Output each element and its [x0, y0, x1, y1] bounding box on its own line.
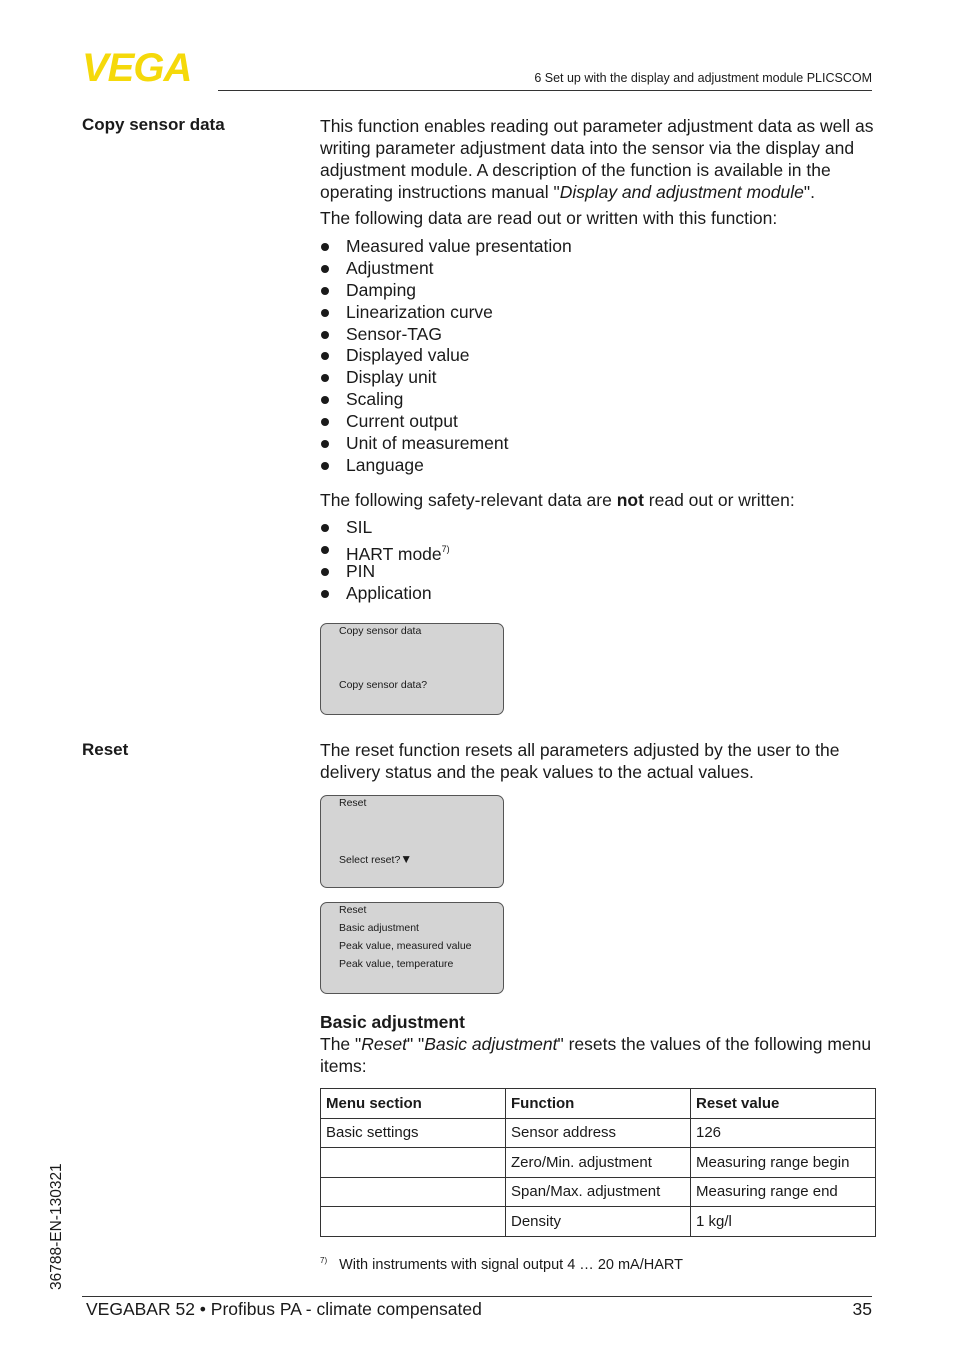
list-item: Current output — [320, 411, 572, 433]
copy-sensor-intro: This function enables reading out parameter adjustment data as well as writing parameter adjustment data into the sensor via the display and adjustment module. A description of the function is available in the operating instructions manual "Display and adjustment module". — [320, 116, 874, 202]
footnote-mark: 7) — [320, 1256, 328, 1265]
table-row — [321, 1177, 876, 1207]
footer-product-title: VEGABAR 52 • Profibus PA - climate compensated — [86, 1299, 482, 1319]
list-item: Display unit — [320, 367, 572, 389]
table-row — [321, 1207, 876, 1237]
page-number: 35 — [852, 1299, 872, 1319]
list-item: Application — [320, 583, 450, 605]
reset-values-table — [320, 1088, 876, 1237]
down-arrow-icon: ▼ — [400, 852, 413, 866]
footnote: $^{7)}$ With instruments with signal output 4 … 20 mA/HART — [320, 1256, 683, 1273]
list-item: Measured value presentation — [320, 236, 572, 258]
safety-list — [320, 517, 450, 605]
table-cell — [321, 1207, 506, 1237]
table-cell: Basic settings — [321, 1118, 506, 1148]
reset-label: Reset — [82, 740, 129, 759]
list-item: Sensor-TAG — [320, 324, 572, 346]
header-section-title: 6 Set up with the display and adjustment module PLICSCOM — [534, 71, 872, 85]
list-item: HART mode$^{7)}$ — [320, 539, 450, 561]
document-code: 36788-EN-130321 — [48, 1163, 65, 1290]
table-row — [321, 1118, 876, 1148]
copy-sensor-display — [320, 623, 504, 715]
list-item: PIN — [320, 561, 450, 583]
vega-logo — [82, 50, 212, 84]
display-option: Peak value, temperature — [339, 958, 454, 970]
basic-adjustment-text: The "Reset" "Basic adjustment" resets the values of the following menu items: — [320, 1034, 872, 1076]
table-row — [321, 1148, 876, 1178]
table-header-row — [321, 1089, 876, 1119]
table-cell — [321, 1177, 506, 1207]
display-title: Copy sensor data — [339, 625, 422, 637]
copy-sensor-label: Copy sensor data — [82, 115, 225, 134]
table-cell: Span/Max. adjustment — [506, 1177, 691, 1207]
reset-text: The reset function resets all parameters adjusted by the user to the delivery status and the peak values to the actual values. — [320, 740, 840, 782]
list-item: Adjustment — [320, 258, 572, 280]
list-item: SIL — [320, 517, 450, 539]
table-cell: Measuring range end — [691, 1177, 876, 1207]
reset-options-display — [320, 902, 504, 994]
table-cell: Measuring range begin — [691, 1148, 876, 1178]
reset-select-display — [320, 795, 504, 888]
list-item: Scaling — [320, 389, 572, 411]
column-header: Menu section — [321, 1089, 506, 1119]
table-cell — [321, 1148, 506, 1178]
logo-text: VEGA — [82, 50, 192, 84]
list-item: Language — [320, 455, 572, 477]
list-item: Linearization curve — [320, 302, 572, 324]
display-prompt: Select reset?▼ — [339, 852, 413, 866]
table-cell: 126 — [691, 1118, 876, 1148]
column-header: Function — [506, 1089, 691, 1119]
display-prompt: Copy sensor data? — [339, 679, 428, 691]
copy-sensor-list-intro: The following data are read out or written with this function: — [320, 208, 778, 228]
safety-intro: The following safety-relevant data are not read out or written: — [320, 490, 795, 510]
list-item: Unit of measurement — [320, 433, 572, 455]
list-item: Displayed value — [320, 345, 572, 367]
table-cell: Zero/Min. adjustment — [506, 1148, 691, 1178]
display-title: Reset — [339, 797, 367, 809]
table-cell: 1 kg/l — [691, 1207, 876, 1237]
display-option: Basic adjustment — [339, 922, 419, 934]
column-header: Reset value — [691, 1089, 876, 1119]
header-divider — [218, 90, 872, 91]
footnote-ref: 7) — [441, 543, 450, 554]
basic-adjustment-heading: Basic adjustment — [320, 1012, 465, 1032]
table-cell: Sensor address — [506, 1118, 691, 1148]
display-title: Reset — [339, 904, 367, 916]
list-item: Damping — [320, 280, 572, 302]
copy-sensor-list — [320, 236, 572, 477]
footer-divider — [82, 1296, 872, 1297]
table-cell: Density — [506, 1207, 691, 1237]
display-option: Peak value, measured value — [339, 940, 472, 952]
